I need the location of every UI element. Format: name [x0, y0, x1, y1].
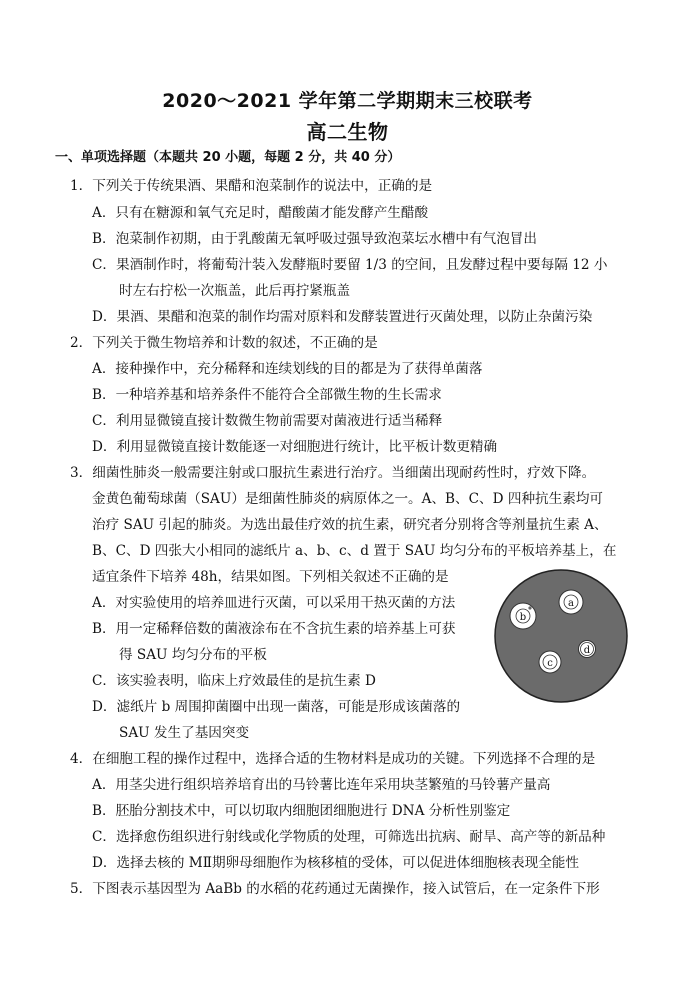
question-2-stem: 2．下列关于微生物培养和计数的叙述，不正确的是 [70, 335, 378, 351]
q2-option-b: B．一种培养基和培养条件不能符合全部微生物的生长需求 [92, 387, 442, 403]
q4-option-c: C．选择愈伤组织进行射线或化学物质的处理，可筛选出抗病、耐旱、高产等的新品种 [92, 829, 606, 845]
question-4-stem: 4．在细胞工程的操作过程中，选择合适的生物材料是成功的关键。下列选择不合理的是 [70, 751, 596, 767]
q1-option-a: A．只有在糖源和氧气充足时，醋酸菌才能发酵产生醋酸 [92, 205, 429, 221]
exam-subject: 高二生物 [306, 120, 389, 144]
question-3-stem-line3: 治疗 SAU 引起的肺炎。为选出最佳疗效的抗生素，研究者分别将含等剂量抗生素 A、 [92, 517, 608, 533]
q1-option-d: D．果酒、果醋和泡菜的制作均需对原料和发酵装置进行灭菌处理，以防止杂菌污染 [92, 309, 593, 325]
disc-label-b: b [519, 612, 527, 623]
section-heading: 一、单项选择题（本题共 20 小题，每题 2 分，共 40 分） [55, 150, 401, 165]
question-1-stem: 1．下列关于传统果酒、果醋和泡菜制作的说法中，正确的是 [70, 178, 433, 194]
question-5-stem: 5．下图表示基因型为 AaBb 的水稻的花药通过无菌操作，接入试管后，在一定条件下形 [70, 881, 600, 897]
q4-option-b: B．胚胎分割技术中，可以切取内细胞团细胞进行 DNA 分析性别鉴定 [92, 803, 511, 819]
q1-option-c-cont: 时左右拧松一次瓶盖，此后再拧紧瓶盖 [119, 283, 351, 299]
q3-option-b-cont: 得 SAU 均匀分布的平板 [119, 647, 267, 663]
q2-option-c: C．利用显微镜直接计数微生物前需要对菌液进行适当稀释 [92, 413, 443, 429]
disc-label-c: c [547, 658, 553, 669]
q4-option-a: A．用茎尖进行组织培养培育出的马铃薯比连年采用块茎繁殖的马铃薯产量高 [92, 777, 551, 793]
q2-option-a: A．接种操作中，充分稀释和连续划线的目的都是为了获得单菌落 [92, 361, 483, 377]
disc-label-d: d [583, 645, 591, 656]
colony-in-zone-b [528, 606, 531, 609]
q3-option-b: B．用一定稀释倍数的菌液涂布在不含抗生素的培养基上可获 [92, 621, 456, 637]
q3-option-d: D．滤纸片 b 周围抑菌圈中出现一菌落，可能是形成该菌落的 [92, 699, 461, 715]
question-3-stem: 3．细菌性肺炎一般需要注射或口服抗生素进行治疗。当细菌出现耐药性时，疗效下降。 [70, 465, 596, 481]
q3-option-d-cont: SAU 发生了基因突变 [119, 725, 250, 741]
q3-option-c: C．该实验表明，临床上疗效最佳的是抗生素 D [92, 673, 376, 689]
question-3-stem-line2: 金黄色葡萄球菌（SAU）是细菌性肺炎的病原体之一。A、B、C、D 四种抗生素均可 [92, 491, 604, 507]
q4-option-d: D．选择去核的 MⅡ期卵母细胞作为核移植的受体，可以促进体细胞核表现全能性 [92, 855, 579, 871]
disc-label-a: a [568, 598, 574, 609]
q1-option-c: C．果酒制作时，将葡萄汁装入发酵瓶时要留 1/3 的空间，且发酵过程中要每隔 12 小 [92, 257, 608, 273]
exam-title: 2020～2021 学年第二学期期末三校联考 [162, 90, 533, 112]
question-3-stem-line5: 适宜条件下培养 48h，结果如图。下列相关叙述不正确的是 [92, 569, 449, 585]
q1-option-b: B．泡菜制作初期，由于乳酸菌无氧呼吸过强导致泡菜坛水槽中有气泡冒出 [92, 231, 537, 247]
petri-dish-plate [495, 570, 627, 702]
q3-option-a: A．对实验使用的培养皿进行灭菌，可以采用干热灭菌的方法 [92, 595, 456, 611]
q2-option-d: D．利用显微镜直接计数能逐一对细胞进行统计，比平板计数更精确 [92, 439, 498, 455]
petri-dish-figure [493, 568, 629, 704]
question-3-stem-line4: B、C、D 四张大小相同的滤纸片 a、b、c、d 置于 SAU 均匀分布的平板培养基上，在 [92, 543, 617, 559]
